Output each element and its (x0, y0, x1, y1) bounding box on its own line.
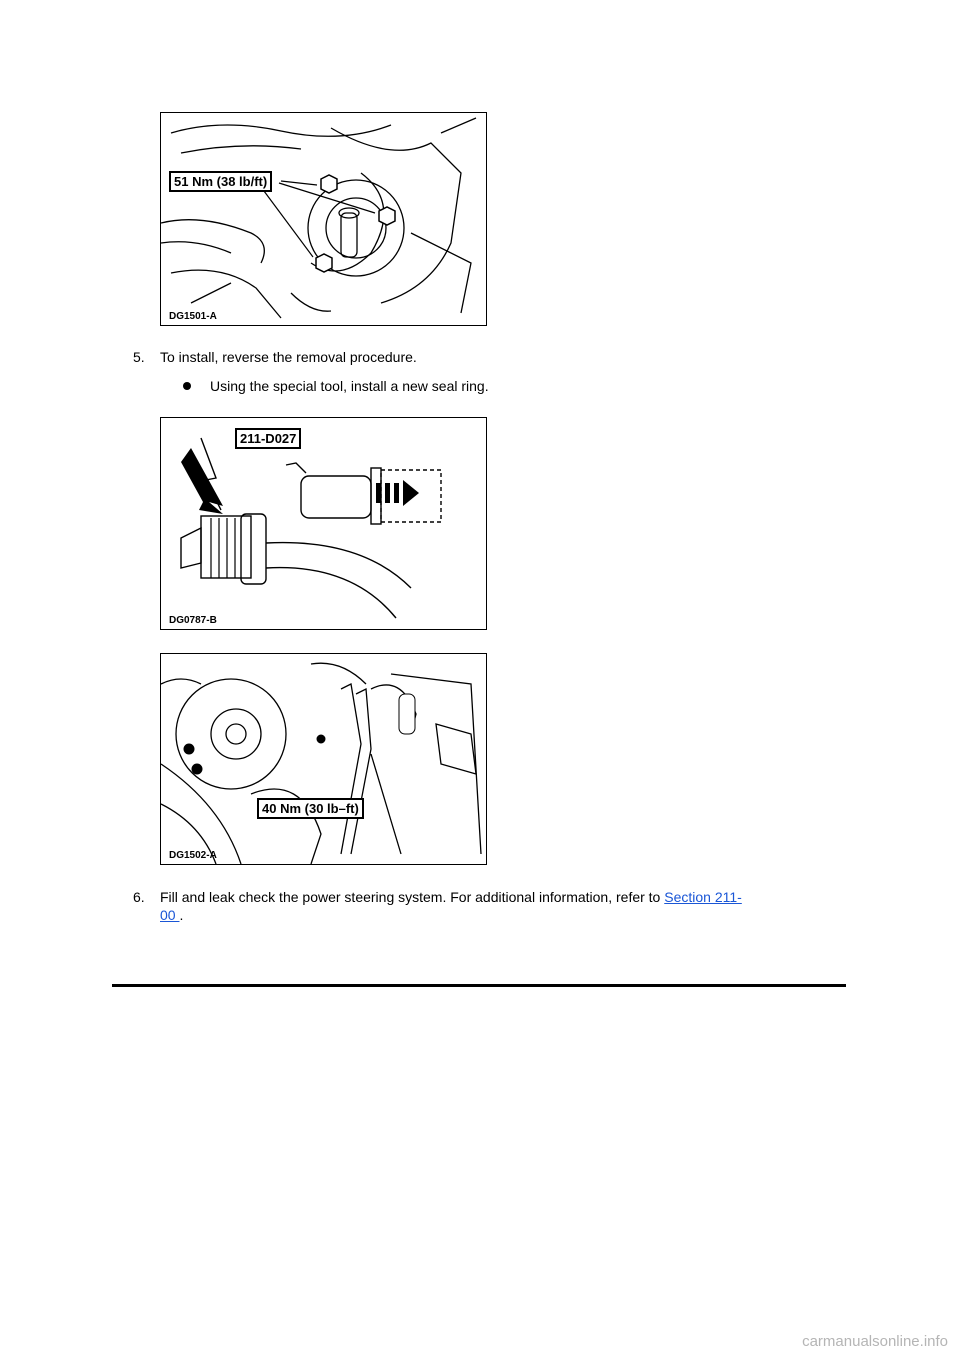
figure-dg1501-a (160, 112, 487, 326)
step-text-end: . (179, 907, 184, 923)
step-text-line1: Fill and leak check the power steering system. For additional information, refer to (160, 889, 661, 905)
watermark: carmanualsonline.info (802, 1333, 948, 1350)
step-text (160, 888, 742, 906)
seal-ring-tool-illustration (161, 418, 486, 629)
step-number: 6. (133, 889, 145, 905)
torque-callout: 51 Nm (38 lb/ft) (169, 171, 272, 192)
tool-callout: 211-D027 (235, 428, 301, 449)
bullet-dot-icon (183, 382, 191, 390)
step-text: To install, reverse the removal procedure. (160, 349, 417, 365)
step-number: 5. (133, 349, 145, 365)
step-text-line2 (160, 906, 183, 924)
section-211-00-link-continued[interactable]: 00 (160, 907, 180, 923)
figure-id: DG0787-B (169, 615, 217, 626)
section-211-00-link[interactable]: Section 211- (664, 889, 742, 905)
torque-callout: 40 Nm (30 lb–ft) (257, 798, 364, 819)
figure-dg1502-a (160, 653, 487, 865)
pressure-line-illustration (161, 654, 486, 864)
section-divider (112, 984, 846, 987)
step-6 (133, 888, 853, 928)
pump-bolts-illustration (161, 113, 486, 325)
figure-dg0787-b (160, 417, 487, 630)
figure-id: DG1502-A (169, 850, 217, 861)
figure-id: DG1501-A (169, 311, 217, 322)
bullet-text: Using the special tool, install a new seal ring. (210, 378, 489, 394)
